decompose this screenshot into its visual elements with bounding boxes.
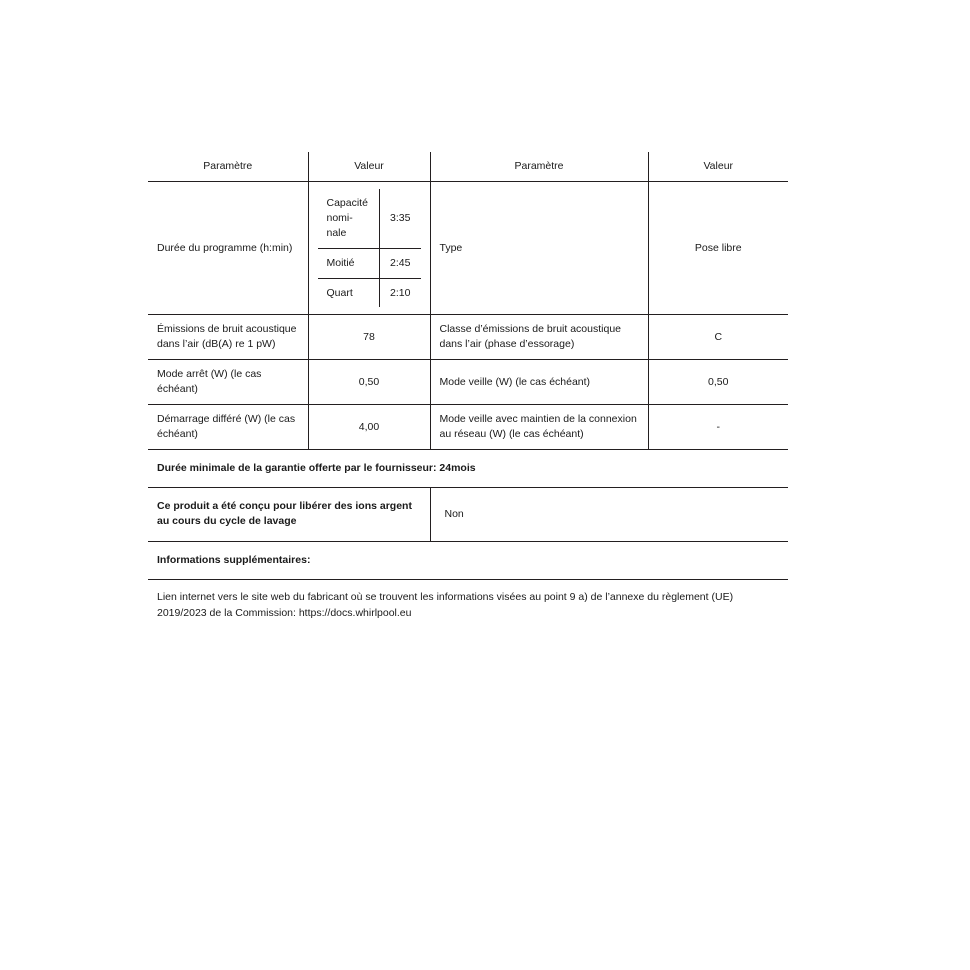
statement-row-silver-ions [148,488,788,541]
header-parametre-1: Paramètre [148,152,308,181]
noise-class-value: C [648,315,788,360]
statements-table [148,450,788,580]
additional-info-label: Informations supplémentaires: [148,541,788,579]
delayed-start-value: 4,00 [308,405,430,450]
energy-label-datasheet [148,152,788,621]
duration-subvalue-capacite-nominale: 3:35 [390,211,411,224]
duration-subvalue-quart: 2:10 [380,278,421,307]
duration-sublabel-quart: Quart [318,278,380,307]
noise-class-label: Classe d’émissions de bruit acoustique dans l’air (phase d’essorage) [430,315,648,360]
delayed-start-label: Démarrage différé (W) (le cas échéant) [148,405,308,450]
specification-table [148,152,788,450]
silver-ions-value: Non [430,488,788,541]
duration-nested-table [318,189,421,308]
noise-emissions-label: Émissions de bruit acoustique dans l’air (dB(A) re 1 pW) [148,315,308,360]
table-header-row [148,152,788,181]
off-mode-value: 0,50 [308,360,430,405]
header-valeur-2: Valeur [648,152,788,181]
noise-emissions-value: 78 [308,315,430,360]
table-row-duration [148,181,788,315]
silver-ions-label: Ce produit a été conçu pour libérer des ions argent au cours du cycle de lavage [148,488,430,541]
manufacturer-link-note: Lien internet vers le site web du fabricant où se trouvent les informations visées au point 9 a) de l’annexe du règlement (UE) 2019/2023 de la Commission: https://docs.whirlpool.eu [157,590,734,619]
duration-subrow-capacite [318,189,421,248]
header-valeur-1: Valeur [308,152,430,181]
networked-standby-label: Mode veille avec maintien de la connexion au réseau (W) (le cas échéant) [430,405,648,450]
networked-standby-value: - [648,405,788,450]
duration-sublabel-moitie: Moitié [318,248,380,278]
table-row-delayed-start [148,405,788,450]
type-label: Type [430,181,648,315]
standby-mode-value: 0,50 [648,360,788,405]
statement-row-warranty [148,450,788,488]
duration-subrow-quart [318,278,421,307]
table-row-noise [148,315,788,360]
duration-label: Durée du programme (h:min) [148,181,308,315]
standby-mode-label: Mode veille (W) (le cas échéant) [430,360,648,405]
warranty-statement: Durée minimale de la garantie offerte par le fournisseur: 24mois [148,450,788,488]
duration-values-group [308,181,430,315]
header-parametre-2: Paramètre [430,152,648,181]
duration-sublabel-capacite-nominale: Capacité nomi-nale [318,189,380,248]
table-row-off-mode [148,360,788,405]
duration-subrow-moitie [318,248,421,278]
duration-subvalue-moitie: 2:45 [380,248,421,278]
off-mode-label: Mode arrêt (W) (le cas échéant) [148,360,308,405]
type-value: Pose libre [648,181,788,315]
statement-row-additional-info [148,541,788,579]
